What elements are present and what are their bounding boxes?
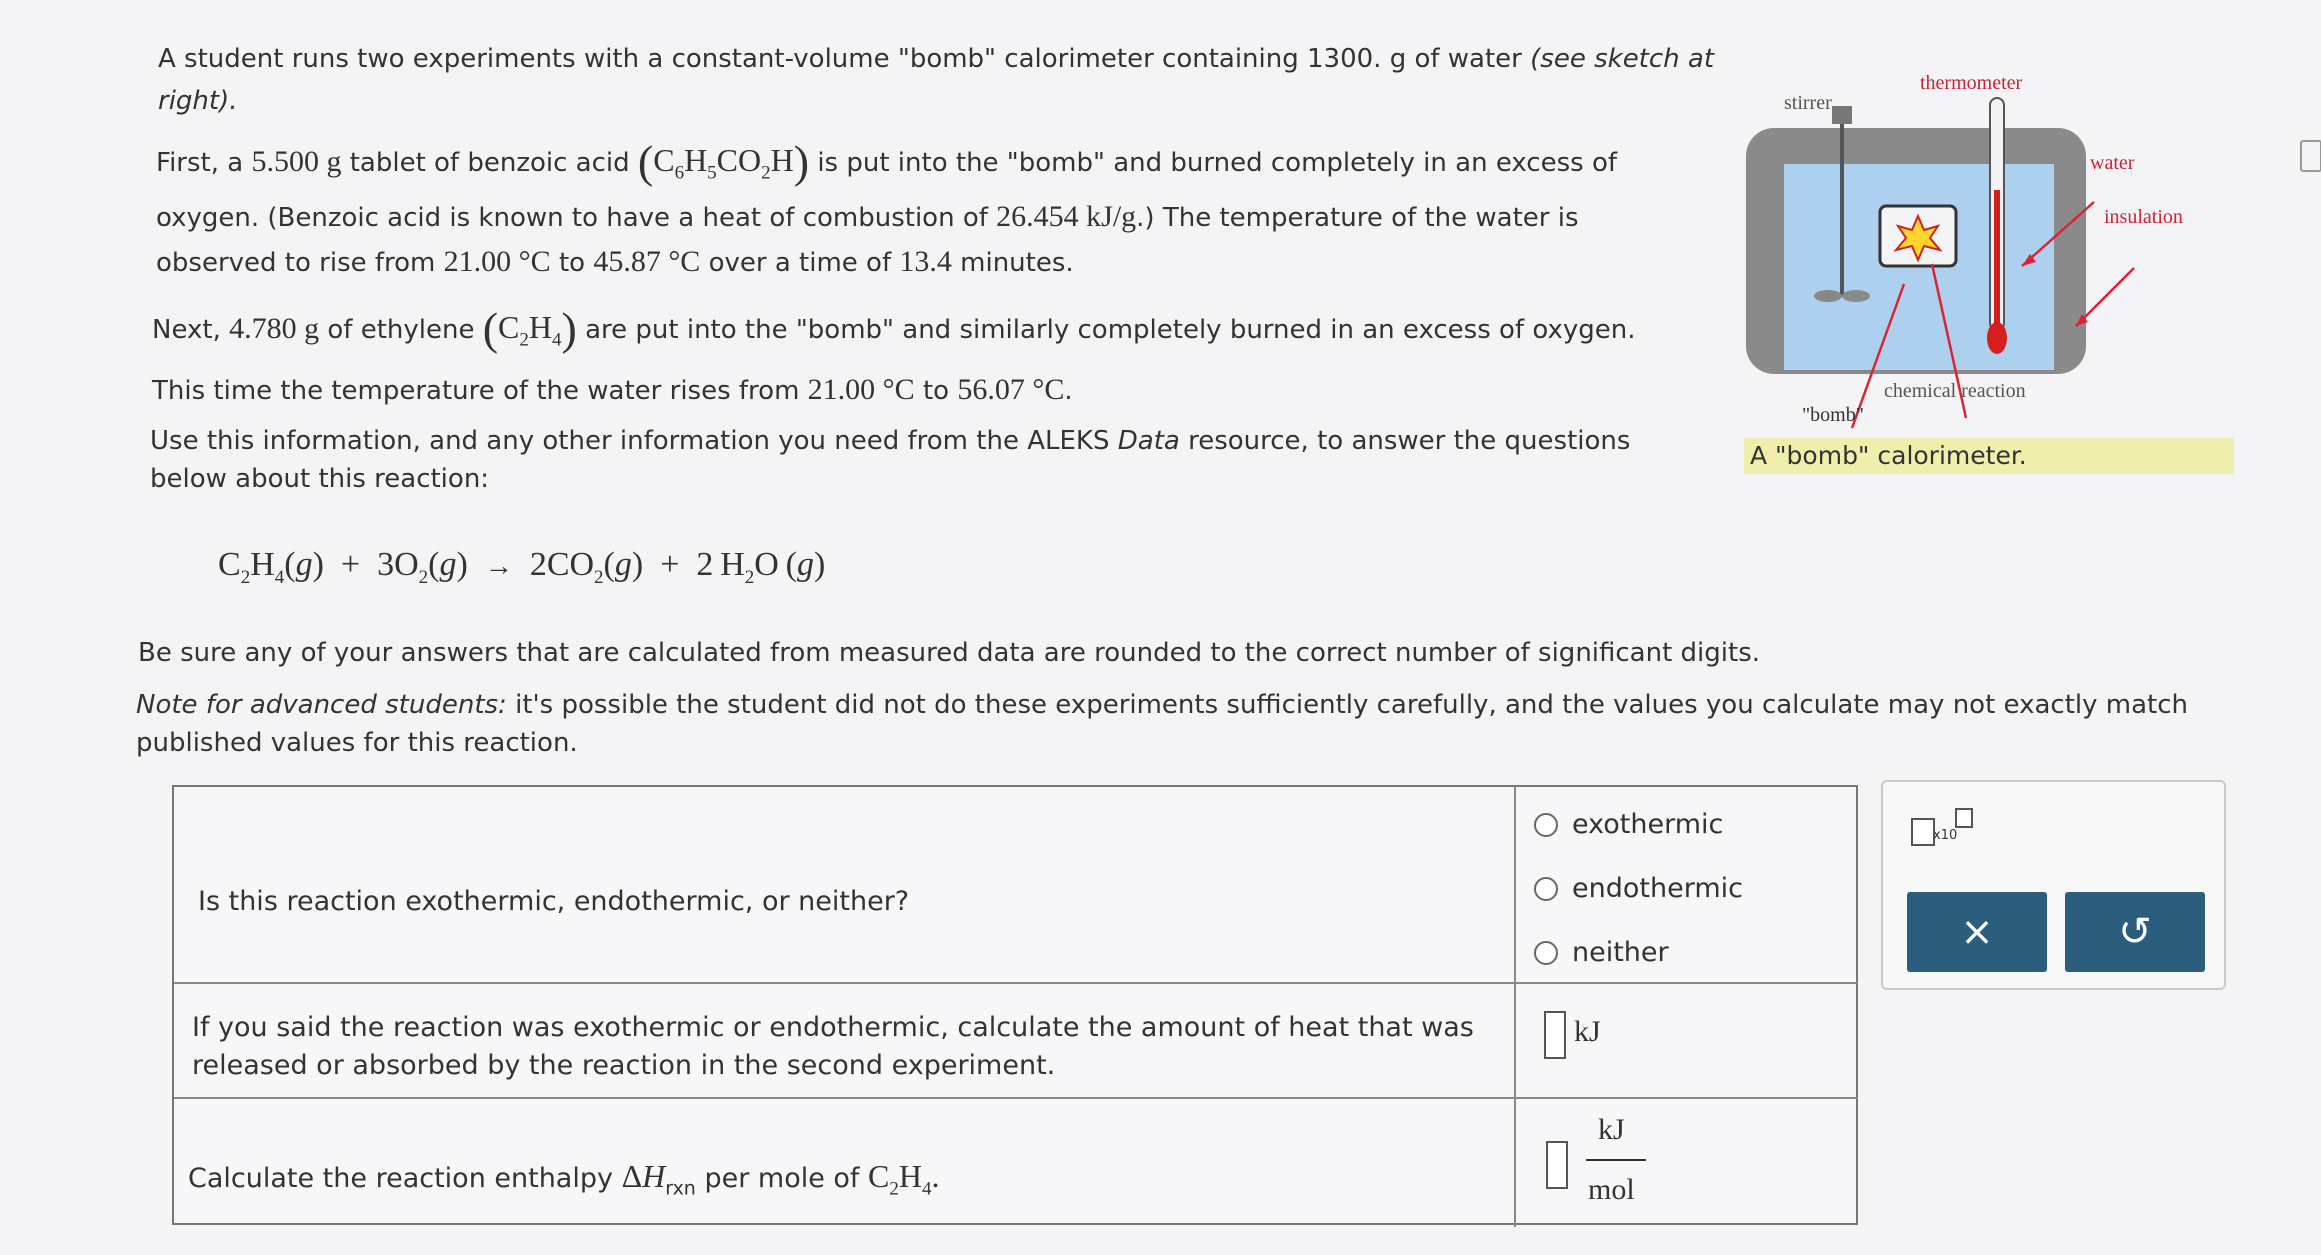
intro-italic-2: right). — [158, 86, 238, 116]
ethylene-formula-q3: $C_2H_4$. — [868, 1158, 940, 1200]
use-paragraph: Use this information, and any other information you need from the ALEKS Data resource, to answer the questions below about this reaction: — [150, 426, 1631, 494]
insulation-label: insulation — [2104, 206, 2183, 228]
sig-figs-instruction: Be sure any of your answers that are calculated from measured data are rounded to the correct number of significant digits. — [138, 638, 1761, 668]
heat-of-combustion: 26.454 kJ/g — [996, 200, 1137, 234]
option-neither[interactable]: neither — [1534, 937, 1669, 968]
undo-button[interactable]: ↺ — [2065, 892, 2205, 972]
fraction-bar — [1586, 1159, 1646, 1161]
intro-text: A student runs two experiments with a constant-volume "bomb" calorimeter containing 1300. g of water — [158, 44, 1522, 74]
intro-paragraph — [158, 38, 1718, 122]
chemical-reaction-label: chemical reaction — [1884, 380, 2026, 402]
table-divider — [1514, 787, 1516, 1227]
thermometer-label: thermometer — [1920, 72, 2023, 94]
ethylene-formula: $(C_2H_4)$ — [482, 303, 577, 354]
water-label: water — [2090, 152, 2135, 174]
exponent-box-icon — [1955, 808, 1973, 828]
question-table — [172, 785, 1858, 1225]
question-1-text: Is this reaction exothermic, endothermic, or neither? — [198, 886, 910, 917]
reaction-arrow: → — [484, 551, 513, 582]
question-2-text: If you said the reaction was exothermic or endothermic, calculate the amount of heat that was released or absorbed by the reaction in the second experiment. — [192, 1012, 1474, 1081]
sidebar-edge-icon[interactable] — [2300, 140, 2321, 172]
answer-tools-panel — [1881, 780, 2226, 990]
radio-button[interactable] — [1534, 877, 1558, 901]
advanced-note: Note for advanced students: it's possible the student did not do these experiments sufficiently carefully, and the values you calculate may not exactly match published values for this reaction. — [136, 690, 2188, 758]
option-exothermic[interactable]: exothermic — [1534, 809, 1723, 840]
enthalpy-unit-numerator: kJ — [1598, 1113, 1625, 1146]
data-resource-link: Data — [1117, 426, 1180, 456]
heat-answer-input[interactable] — [1544, 1011, 1566, 1059]
scientific-notation-button[interactable] — [1911, 808, 1981, 848]
benzoic-mass: 5.500 g — [251, 145, 342, 178]
radio-button[interactable] — [1534, 813, 1558, 837]
bomb-calorimeter-diagram — [1720, 40, 2240, 440]
enthalpy-unit-denominator: mol — [1588, 1173, 1635, 1206]
option-endothermic[interactable]: endothermic — [1534, 873, 1743, 904]
bomb-label: "bomb" — [1802, 404, 1864, 426]
clear-button[interactable]: × — [1907, 892, 2047, 972]
heat-unit: kJ — [1574, 1015, 1601, 1048]
chemical-equation: $C_2H_4(g) + 3O_2(g) \to 2CO_2(g) + 2$ $H_2O$ (g) — [218, 546, 826, 588]
question-3-text: Calculate the reaction enthalpy $\Delta H_{rxn}$ per mole of $C_2H_4$. — [188, 1158, 940, 1200]
benzoic-acid-formula: $(C_6H_5CO_2H)$ — [637, 136, 810, 187]
next-paragraph: Next, 4.780 g of ethylene $(C_2H_4)$ are put into the "bomb" and similarly completely burned in an excess of oxygen. This time the temperature of the water rises from 21.00 °C to 56.07 °C. — [152, 303, 1636, 407]
table-divider — [174, 982, 1858, 984]
table-divider — [174, 1097, 1858, 1099]
first-paragraph: First, a 5.500 g tablet of benzoic acid $(C_6H_5CO_2H)$ is put into the "bomb" and burned completely in an excess of oxygen. (Benzoic acid is known to have a heat of combustion of 26.454 kJ/g.) The temperature of the water is observed to rise from 21.00 °C to 45.87 °C over a time of 13.4 minutes. — [156, 136, 1618, 279]
delta-h-rxn: $\Delta H_{rxn}$ — [621, 1158, 696, 1200]
diagram-caption: A "bomb" calorimeter. — [1744, 438, 2234, 474]
ethylene-mass: 4.780 g — [229, 312, 320, 345]
stirrer-label: stirrer — [1784, 92, 1832, 114]
enthalpy-answer-input[interactable] — [1546, 1141, 1568, 1189]
intro-italic: (see sketch at — [1530, 44, 1715, 74]
mantissa-box-icon — [1911, 818, 1935, 846]
radio-button[interactable] — [1534, 941, 1558, 965]
x10-label: x10 — [1933, 828, 1958, 843]
